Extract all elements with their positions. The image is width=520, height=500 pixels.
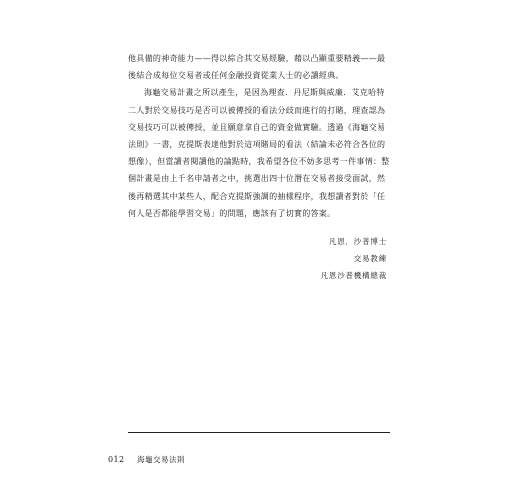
body-text <box>128 50 390 222</box>
page-footer <box>108 455 185 465</box>
footer-divider <box>128 432 390 433</box>
signature-block <box>321 233 387 284</box>
page-number: 012 <box>108 455 125 464</box>
paragraph-turtle-program: 海龜交易計畫之所以產生，是因為理查．丹尼斯與威廉．艾克哈特二人對於交易技巧是否可以被傳授的看法分歧而進行的打賭，理查認為交易技巧可以被傳授，並且願意拿自己的資金做實驗。透過《海龜交易法則》一書，克提斯表達他對於這項賭局的看法（結論未必符合各位的想像），但當讀者閱讀他的論點時，我希望各位不妨多思考一件事情：整個計畫是由上千名申請者之中，挑選出四十位潛在交易者接受面試，然後再精選其中某些人，配合克提斯強調的抽樣程序，我想讀者對於「任何人是否都能學習交易」的問題，應該有了切實的答案。 <box>128 88 390 218</box>
signature-name: 凡恩．沙普博士 <box>328 237 387 246</box>
signature-role: 交易教練 <box>353 254 387 263</box>
paragraph-continued: 他具備的神奇能力——得以綜合其交易經驗，藉以凸顯重要精義——最後結合成每位交易者或任何金融投資從業人士的必讀經典。 <box>128 54 386 81</box>
signature-organization: 凡恩沙普機構總裁 <box>320 271 387 280</box>
running-title: 海龜交易法則 <box>137 455 186 464</box>
